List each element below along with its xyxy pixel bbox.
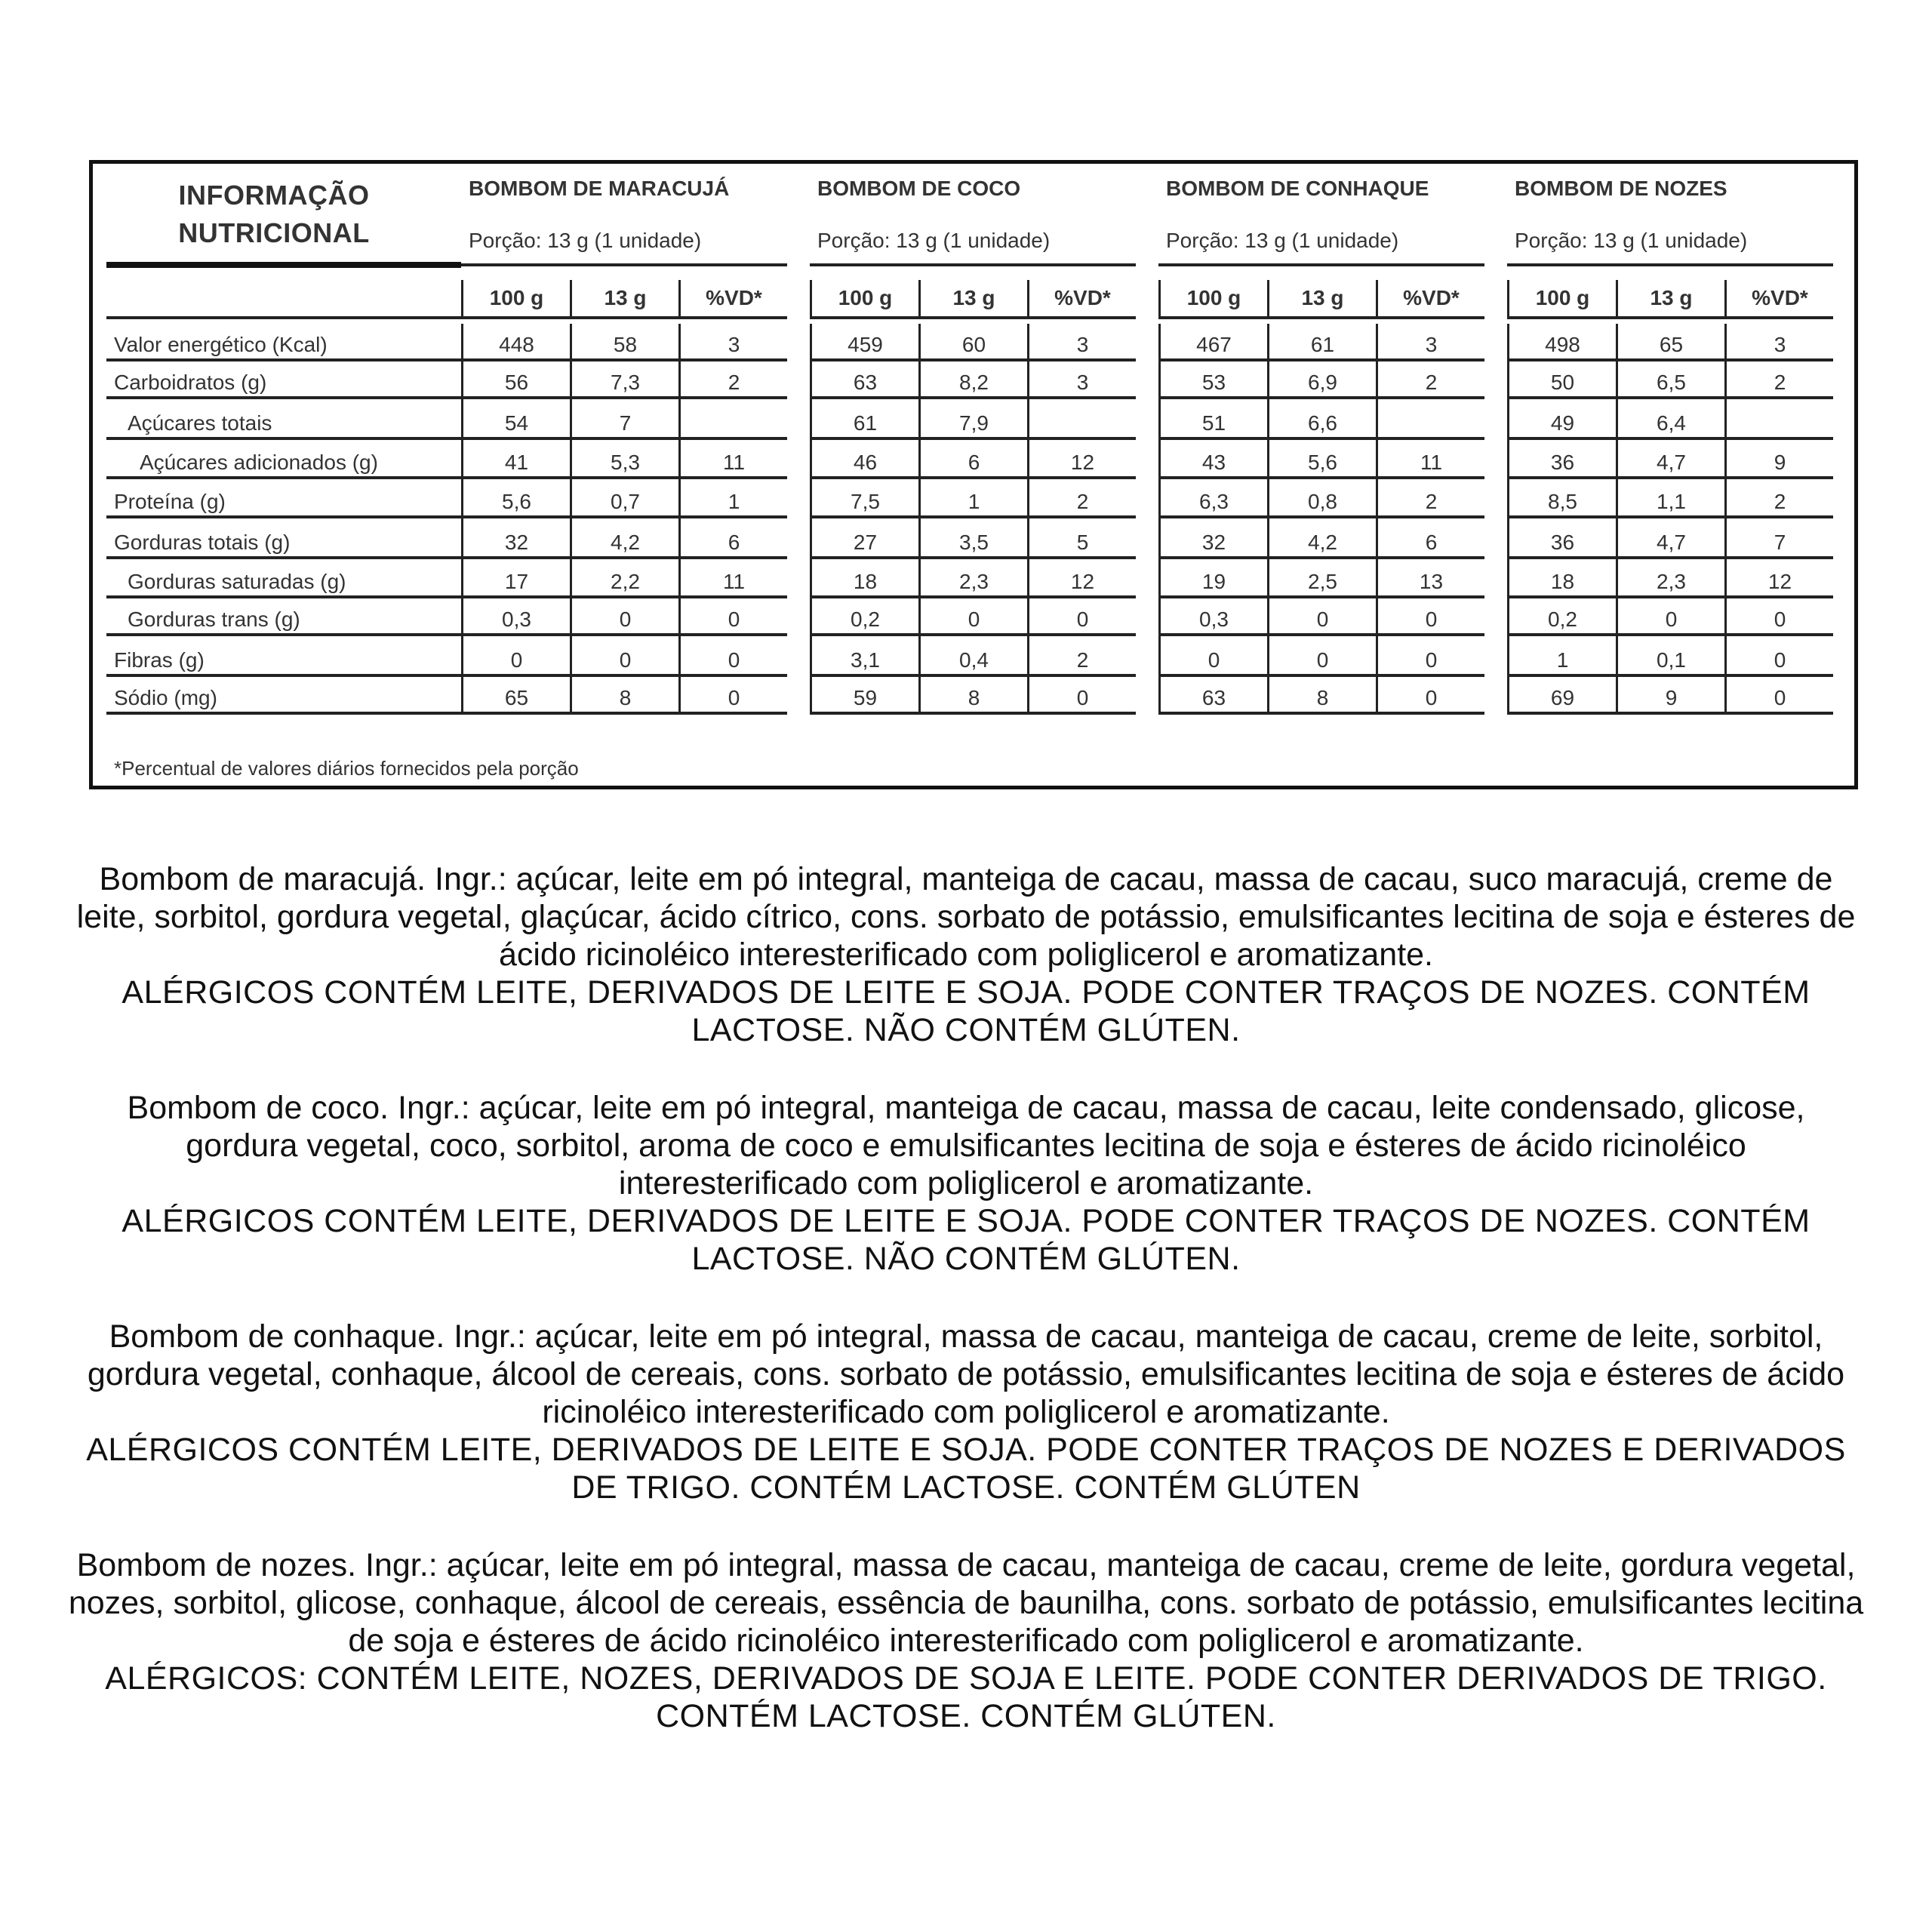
table-cell: 54 bbox=[461, 399, 570, 437]
table-cell: 0,3 bbox=[461, 598, 570, 633]
table-cell: 2,3 bbox=[918, 559, 1027, 595]
nutrient-label-row bbox=[106, 636, 461, 677]
product-column bbox=[1158, 164, 1484, 722]
table-cell: 0,3 bbox=[1158, 598, 1267, 633]
nutrient-label: Sódio (mg) bbox=[114, 686, 217, 709]
product-column-headers bbox=[810, 280, 1136, 319]
table-cell: 2 bbox=[1376, 479, 1484, 515]
product-rule bbox=[1507, 263, 1833, 266]
product-column bbox=[1507, 164, 1833, 722]
table-row bbox=[461, 518, 787, 559]
table-cell: 5 bbox=[1027, 518, 1136, 556]
title-rule bbox=[106, 262, 461, 268]
table-row bbox=[1158, 677, 1484, 715]
table-cell: 6 bbox=[678, 518, 787, 556]
table-cell: 41 bbox=[461, 440, 570, 476]
table-cell: 0 bbox=[1376, 598, 1484, 633]
table-row bbox=[461, 440, 787, 479]
table-row bbox=[810, 324, 1136, 361]
product-portion: Porção: 13 g (1 unidade) bbox=[1166, 229, 1399, 252]
table-cell: 7,5 bbox=[810, 479, 918, 515]
table-cell: 467 bbox=[1158, 324, 1267, 358]
product-rule bbox=[810, 263, 1136, 266]
table-cell: 8,5 bbox=[1507, 479, 1616, 515]
table-cell: 0 bbox=[1027, 677, 1136, 712]
table-cell: 1,1 bbox=[1616, 479, 1724, 515]
table-cell: 51 bbox=[1158, 399, 1267, 437]
column-header: %VD* bbox=[1724, 280, 1833, 316]
table-cell: 7,3 bbox=[570, 361, 678, 396]
table-footnote: *Percentual de valores diários fornecidos pela porção bbox=[114, 757, 579, 780]
table-cell: 11 bbox=[678, 559, 787, 595]
ingredient-block bbox=[68, 860, 1864, 1049]
ingredient-text bbox=[68, 1089, 1864, 1202]
table-cell: 0 bbox=[1027, 598, 1136, 633]
column-header: 100 g bbox=[461, 280, 570, 316]
table-cell: 0 bbox=[570, 636, 678, 674]
table-row bbox=[461, 324, 787, 361]
table-cell bbox=[1027, 399, 1136, 437]
table-cell: 36 bbox=[1507, 518, 1616, 556]
table-cell: 8 bbox=[570, 677, 678, 712]
ingredient-text bbox=[68, 1318, 1864, 1431]
table-cell: 18 bbox=[810, 559, 918, 595]
product-name: BOMBOM DE COCO bbox=[817, 177, 1021, 200]
table-cell: 0 bbox=[1267, 636, 1376, 674]
product-name: BOMBOM DE NOZES bbox=[1515, 177, 1727, 200]
table-cell: 2,5 bbox=[1267, 559, 1376, 595]
table-cell: 0,2 bbox=[1507, 598, 1616, 633]
product-column-headers bbox=[1507, 280, 1833, 319]
table-cell: 0 bbox=[1267, 598, 1376, 633]
table-cell: 2 bbox=[1724, 361, 1833, 396]
table-row bbox=[1507, 636, 1833, 677]
nutrient-label-row bbox=[106, 559, 461, 598]
nutrient-label-row bbox=[106, 518, 461, 559]
nutrient-label: Açúcares adicionados (g) bbox=[140, 451, 378, 474]
table-cell: 4,7 bbox=[1616, 440, 1724, 476]
table-cell: 0 bbox=[1724, 636, 1833, 674]
table-row bbox=[1158, 324, 1484, 361]
table-cell: 0 bbox=[678, 598, 787, 633]
product-portion: Porção: 13 g (1 unidade) bbox=[469, 229, 702, 252]
table-cell: 11 bbox=[678, 440, 787, 476]
table-row bbox=[1507, 559, 1833, 598]
table-row bbox=[461, 636, 787, 677]
column-header: %VD* bbox=[1027, 280, 1136, 316]
table-cell: 6,3 bbox=[1158, 479, 1267, 515]
label-header-blank bbox=[106, 280, 461, 319]
table-cell: 0 bbox=[918, 598, 1027, 633]
table-cell: 5,3 bbox=[570, 440, 678, 476]
product-column bbox=[810, 164, 1136, 722]
table-row bbox=[1507, 479, 1833, 518]
allergen-warning: ALÉRGICOS CONTÉM LEITE, DERIVADOS DE LEITE E SOJA. PODE CONTER TRAÇOS DE NOZES E DERIVADOS DE TRIGO. CONTÉM LACTOSE. CONTÉM GLÚTEN bbox=[86, 1432, 1846, 1506]
ingredient-block bbox=[68, 1318, 1864, 1506]
ingredient-product-name: Bombom de maracujá. Ingr.: bbox=[99, 861, 507, 897]
table-cell: 9 bbox=[1724, 440, 1833, 476]
nutrient-label-row bbox=[106, 677, 461, 715]
product-name: BOMBOM DE CONHAQUE bbox=[1166, 177, 1429, 200]
ingredient-list: açúcar, leite em pó integral, massa de cacau, manteiga de cacau, creme de leite, gordura vegetal, nozes, sorbitol, glicose, conhaque, álcool de cereais, essência de baunilha, cons. sorbato de potássio, emulsificantes lecitina de soja e ésteres de ácido ricinoléico interesterificado com poliglicerol e aromatizante. bbox=[68, 1547, 1864, 1659]
nutrition-table bbox=[89, 160, 1858, 789]
table-cell: 3,1 bbox=[810, 636, 918, 674]
table-cell: 6,5 bbox=[1616, 361, 1724, 396]
table-cell: 0 bbox=[1724, 677, 1833, 712]
table-row bbox=[1158, 361, 1484, 399]
table-cell: 0 bbox=[678, 677, 787, 712]
ingredient-product-name: Bombom de coco. Ingr.: bbox=[127, 1090, 470, 1126]
table-cell: 3 bbox=[678, 324, 787, 358]
table-cell: 3 bbox=[1027, 361, 1136, 396]
table-cell: 56 bbox=[461, 361, 570, 396]
product-column bbox=[461, 164, 787, 722]
table-cell: 2 bbox=[678, 361, 787, 396]
nutrient-label-row bbox=[106, 399, 461, 440]
table-cell: 4,2 bbox=[1267, 518, 1376, 556]
table-cell: 1 bbox=[678, 479, 787, 515]
table-cell: 0 bbox=[1376, 677, 1484, 712]
table-cell: 8 bbox=[918, 677, 1027, 712]
table-row bbox=[1158, 598, 1484, 636]
ingredient-block bbox=[68, 1089, 1864, 1278]
column-header: 13 g bbox=[1616, 280, 1724, 316]
table-cell: 0 bbox=[461, 636, 570, 674]
nutrient-label-row bbox=[106, 324, 461, 361]
product-portion: Porção: 13 g (1 unidade) bbox=[817, 229, 1051, 252]
column-header: 13 g bbox=[570, 280, 678, 316]
ingredient-text bbox=[68, 860, 1864, 974]
table-cell: 0 bbox=[570, 598, 678, 633]
table-cell: 60 bbox=[918, 324, 1027, 358]
table-title bbox=[93, 177, 455, 252]
table-row bbox=[810, 518, 1136, 559]
table-cell: 12 bbox=[1724, 559, 1833, 595]
title-line-2: NUTRICIONAL bbox=[178, 217, 370, 248]
table-row bbox=[461, 598, 787, 636]
column-header: 100 g bbox=[810, 280, 918, 316]
table-cell: 498 bbox=[1507, 324, 1616, 358]
table-cell: 32 bbox=[461, 518, 570, 556]
nutrient-label: Gorduras trans (g) bbox=[128, 608, 300, 631]
table-cell: 0,2 bbox=[810, 598, 918, 633]
table-cell bbox=[678, 399, 787, 437]
table-cell: 6 bbox=[918, 440, 1027, 476]
table-cell: 63 bbox=[1158, 677, 1267, 712]
table-cell: 2,2 bbox=[570, 559, 678, 595]
table-row bbox=[1158, 518, 1484, 559]
table-cell: 0 bbox=[678, 636, 787, 674]
table-row bbox=[810, 399, 1136, 440]
table-cell: 4,2 bbox=[570, 518, 678, 556]
table-cell: 6 bbox=[1376, 518, 1484, 556]
table-row bbox=[461, 479, 787, 518]
table-cell: 6,9 bbox=[1267, 361, 1376, 396]
ingredient-product-name: Bombom de nozes. Ingr.: bbox=[76, 1547, 438, 1583]
table-cell: 0,1 bbox=[1616, 636, 1724, 674]
nutrient-label: Fibras (g) bbox=[114, 648, 205, 672]
table-cell: 2 bbox=[1027, 636, 1136, 674]
table-row bbox=[1158, 440, 1484, 479]
column-header: %VD* bbox=[678, 280, 787, 316]
table-row bbox=[1158, 479, 1484, 518]
column-header: 13 g bbox=[918, 280, 1027, 316]
ingredient-list: açúcar, leite em pó integral, manteiga de cacau, massa de cacau, leite condensado, glicose, gordura vegetal, coco, sorbitol, aroma de coco e emulsificantes lecitina de soja e ésteres de ácido ricinoléico interesterificado com poliglicerol e aromatizante. bbox=[186, 1090, 1805, 1201]
product-portion: Porção: 13 g (1 unidade) bbox=[1515, 229, 1748, 252]
table-cell: 32 bbox=[1158, 518, 1267, 556]
table-cell: 63 bbox=[810, 361, 918, 396]
table-cell: 5,6 bbox=[1267, 440, 1376, 476]
table-cell: 2 bbox=[1724, 479, 1833, 515]
table-cell: 4,7 bbox=[1616, 518, 1724, 556]
table-cell: 7,9 bbox=[918, 399, 1027, 437]
table-cell: 1 bbox=[918, 479, 1027, 515]
table-cell: 7 bbox=[1724, 518, 1833, 556]
table-cell: 58 bbox=[570, 324, 678, 358]
table-row bbox=[810, 636, 1136, 677]
table-cell: 65 bbox=[461, 677, 570, 712]
allergen-warning: ALÉRGICOS CONTÉM LEITE, DERIVADOS DE LEITE E SOJA. PODE CONTER TRAÇOS DE NOZES. CONTÉM LACTOSE. NÃO CONTÉM GLÚTEN. bbox=[122, 1203, 1810, 1277]
table-cell: 2 bbox=[1376, 361, 1484, 396]
table-row bbox=[810, 479, 1136, 518]
table-cell: 43 bbox=[1158, 440, 1267, 476]
product-rule bbox=[461, 263, 787, 266]
table-cell: 459 bbox=[810, 324, 918, 358]
product-column-headers bbox=[1158, 280, 1484, 319]
table-cell: 50 bbox=[1507, 361, 1616, 396]
table-row bbox=[810, 361, 1136, 399]
table-cell: 13 bbox=[1376, 559, 1484, 595]
table-cell: 9 bbox=[1616, 677, 1724, 712]
table-cell: 53 bbox=[1158, 361, 1267, 396]
table-cell: 12 bbox=[1027, 559, 1136, 595]
nutrient-label: Valor energético (Kcal) bbox=[114, 333, 328, 356]
table-row bbox=[1507, 361, 1833, 399]
title-line-1: INFORMAÇÃO bbox=[178, 180, 370, 211]
nutrient-label: Açúcares totais bbox=[128, 411, 272, 435]
table-cell: 11 bbox=[1376, 440, 1484, 476]
table-cell: 3 bbox=[1027, 324, 1136, 358]
ingredient-list: açúcar, leite em pó integral, massa de cacau, manteiga de cacau, creme de leite, sorbitol, gordura vegetal, conhaque, álcool de cereais, cons. sorbato de potássio, emulsificantes lecitina de soja e ésteres de ácido ricinoléico interesterificado com poliglicerol e aromatizante. bbox=[87, 1318, 1845, 1430]
nutrient-label: Gorduras saturadas (g) bbox=[128, 570, 346, 593]
table-row bbox=[1158, 636, 1484, 677]
nutrient-label: Carboidratos (g) bbox=[114, 371, 267, 394]
nutrient-label-row bbox=[106, 440, 461, 479]
table-cell: 0 bbox=[1376, 636, 1484, 674]
table-row bbox=[1507, 677, 1833, 715]
table-cell: 0,8 bbox=[1267, 479, 1376, 515]
table-cell: 6,4 bbox=[1616, 399, 1724, 437]
table-row bbox=[461, 677, 787, 715]
column-header: 13 g bbox=[1267, 280, 1376, 316]
table-cell: 0,4 bbox=[918, 636, 1027, 674]
table-row bbox=[1507, 518, 1833, 559]
table-cell: 65 bbox=[1616, 324, 1724, 358]
column-header: 100 g bbox=[1507, 280, 1616, 316]
column-header: 100 g bbox=[1158, 280, 1267, 316]
table-cell: 59 bbox=[810, 677, 918, 712]
nutrient-label: Gorduras totais (g) bbox=[114, 531, 291, 554]
table-cell: 1 bbox=[1507, 636, 1616, 674]
ingredients-section bbox=[68, 860, 1864, 1775]
table-cell bbox=[1376, 399, 1484, 437]
nutrient-label-row bbox=[106, 598, 461, 636]
table-cell: 7 bbox=[570, 399, 678, 437]
nutrient-label: Proteína (g) bbox=[114, 490, 226, 513]
ingredient-list: açúcar, leite em pó integral, manteiga de cacau, massa de cacau, suco maracujá, creme de leite, sorbitol, gordura vegetal, glaçúcar, ácido cítrico, cons. sorbato de potássio, emulsificantes lecitina de soja e ésteres de ácido ricinoléico interesterificado com poliglicerol e aromatizante. bbox=[76, 861, 1856, 973]
column-header: %VD* bbox=[1376, 280, 1484, 316]
table-cell: 18 bbox=[1507, 559, 1616, 595]
ingredient-block bbox=[68, 1546, 1864, 1735]
allergen-warning: ALÉRGICOS: CONTÉM LEITE, NOZES, DERIVADOS DE SOJA E LEITE. PODE CONTER DERIVADOS DE TRIGO. CONTÉM LACTOSE. CONTÉM GLÚTEN. bbox=[105, 1660, 1827, 1734]
table-row bbox=[810, 677, 1136, 715]
table-cell: 3 bbox=[1724, 324, 1833, 358]
table-cell: 448 bbox=[461, 324, 570, 358]
table-cell: 17 bbox=[461, 559, 570, 595]
ingredient-text bbox=[68, 1546, 1864, 1660]
table-cell: 3 bbox=[1376, 324, 1484, 358]
table-row bbox=[461, 399, 787, 440]
table-row bbox=[1507, 324, 1833, 361]
table-cell: 46 bbox=[810, 440, 918, 476]
table-row bbox=[461, 361, 787, 399]
table-cell: 0 bbox=[1724, 598, 1833, 633]
nutrient-label-row bbox=[106, 361, 461, 399]
table-row bbox=[461, 559, 787, 598]
table-cell: 19 bbox=[1158, 559, 1267, 595]
product-rule bbox=[1158, 263, 1484, 266]
table-cell: 3,5 bbox=[918, 518, 1027, 556]
table-row bbox=[810, 440, 1136, 479]
table-cell: 49 bbox=[1507, 399, 1616, 437]
table-cell: 36 bbox=[1507, 440, 1616, 476]
nutrient-label-row bbox=[106, 479, 461, 518]
table-row bbox=[1507, 399, 1833, 440]
table-cell: 61 bbox=[1267, 324, 1376, 358]
table-cell bbox=[1724, 399, 1833, 437]
table-row bbox=[1158, 399, 1484, 440]
table-cell: 27 bbox=[810, 518, 918, 556]
table-cell: 0 bbox=[1158, 636, 1267, 674]
table-cell: 2,3 bbox=[1616, 559, 1724, 595]
table-cell: 0 bbox=[1616, 598, 1724, 633]
table-row bbox=[1158, 559, 1484, 598]
table-cell: 8 bbox=[1267, 677, 1376, 712]
table-cell: 0,7 bbox=[570, 479, 678, 515]
table-row bbox=[1507, 598, 1833, 636]
product-column-headers bbox=[461, 280, 787, 319]
table-cell: 69 bbox=[1507, 677, 1616, 712]
table-row bbox=[1507, 440, 1833, 479]
ingredient-product-name: Bombom de conhaque. Ingr.: bbox=[109, 1318, 526, 1355]
table-cell: 61 bbox=[810, 399, 918, 437]
product-name: BOMBOM DE MARACUJÁ bbox=[469, 177, 730, 200]
table-cell: 8,2 bbox=[918, 361, 1027, 396]
table-cell: 2 bbox=[1027, 479, 1136, 515]
table-cell: 5,6 bbox=[461, 479, 570, 515]
table-cell: 12 bbox=[1027, 440, 1136, 476]
table-row bbox=[810, 559, 1136, 598]
table-cell: 6,6 bbox=[1267, 399, 1376, 437]
table-row bbox=[810, 598, 1136, 636]
allergen-warning: ALÉRGICOS CONTÉM LEITE, DERIVADOS DE LEITE E SOJA. PODE CONTER TRAÇOS DE NOZES. CONTÉM LACTOSE. NÃO CONTÉM GLÚTEN. bbox=[122, 974, 1810, 1048]
